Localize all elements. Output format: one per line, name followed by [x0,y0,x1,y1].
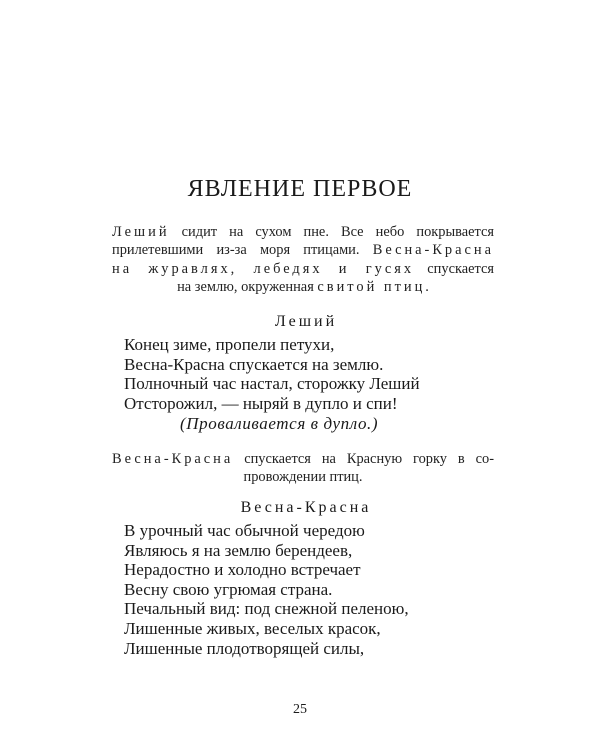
verse-line: Отсторожил, — ныряй в дупло и спи! [124,393,398,413]
stage-direction-line [112,260,494,278]
verse-line: Весна-Красна спускается на землю. [124,354,384,374]
verse-line: Полночный час настал, сторожку Леший [124,374,420,394]
stage-direction-line [112,450,494,468]
verse-line: Печальный вид: под снежной пеленою, [124,599,409,619]
stage-direction-line [112,241,494,259]
emphasis-spaced: свитой птиц [317,279,426,296]
scene-title: ЯВЛЕНИЕ ПЕРВОЕ [187,176,413,202]
character-name-spaced: Весна-Красна [372,242,494,259]
verse-line: Лишенные плодотворящей силы, [124,638,365,658]
stage-direction-line [112,223,494,241]
stage-direction-text: спускается на Красную горку в со- [233,451,494,467]
verse-line: Весну свою угрюмая страна. [124,579,333,599]
stage-direction-text: на землю, окруженная [177,279,318,296]
speaker-name-vesna: Весна-Красна [240,499,372,516]
verse-line: Нерадостно и холодно встречает [124,560,361,580]
verse-line: Лишенные живых, веселых красок, [124,618,381,638]
stage-direction-line [112,278,494,296]
character-name-spaced: Весна-Красна [112,451,234,467]
page-number: 25 [293,702,307,717]
verse-block-2 [124,521,409,658]
stage-direction-text: провождении птиц. [243,469,363,486]
character-name-spaced: Леший [112,224,170,240]
verse-block-1 [124,335,420,413]
stage-direction-2 [112,450,494,487]
stage-direction-text: прилетевшими из-за моря птицами. [112,242,373,259]
inline-stage-direction: (Проваливается в дупло.) [180,414,379,433]
stage-direction-text: . [425,279,429,296]
speaker-name-leshy: Леший [274,313,338,330]
verse-line: Являюсь я на землю берендеев, [124,540,353,560]
verse-line: В урочный час обычной чередою [124,521,365,540]
stage-direction-1 [112,223,494,297]
stage-direction-line [112,468,494,486]
stage-direction-text: спускается [414,260,494,277]
verse-line: Конец зиме, пропели петухи, [124,335,335,354]
emphasis-spaced: на журавлях, лебедях и гусях [112,260,415,277]
stage-direction-text: сидит на сухом пне. Все небо покрывается [169,224,494,240]
